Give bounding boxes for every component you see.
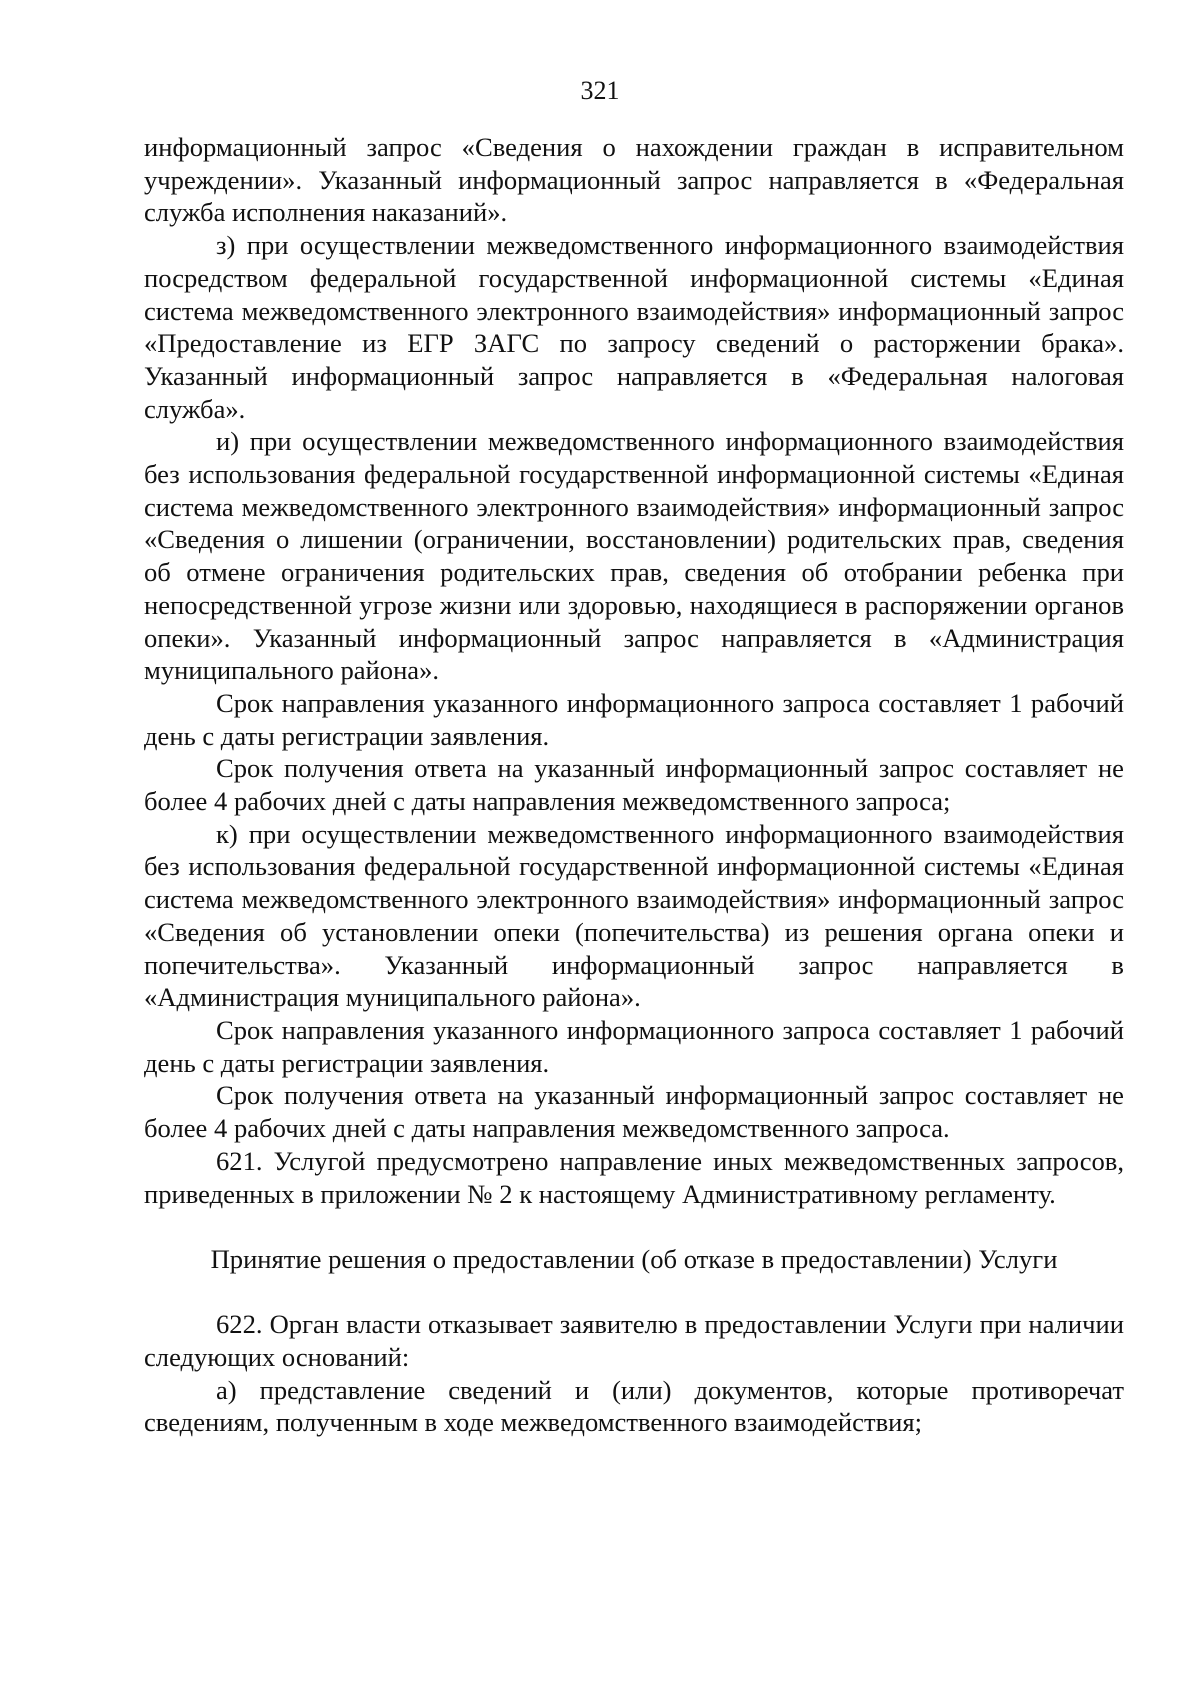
paragraph-item-i: и) при осуществлении межведомственного информационного взаимодействия без использования федеральной государственной информационной системы «Единая система межведомственного электронного взаимодействия» информационный запрос «Сведения о лишении (ограничении, восстановлении) родительских прав, сведения об отмене ограничения родительских прав, сведения об отобрании ребенка при непосредственной угрозе жизни или здоровью, находящиеся в распоряжении органов опеки». Указанный информационный запрос направляется в «Администрация муниципального района». — [144, 426, 1124, 686]
paragraph-622: 622. Орган власти отказывает заявителю в предоставлении Услуги при наличии следующих оснований: — [144, 1309, 1124, 1372]
paragraph-continuation: информационный запрос «Сведения о нахождении граждан в исправительном учреждении». Указанный информационный запрос направляется в «Федеральная служба исполнения наказаний». — [144, 132, 1124, 228]
paragraph-request-deadline: Срок направления указанного информационного запроса составляет 1 рабочий день с даты регистрации заявления. — [144, 1014, 1124, 1078]
paragraph-response-deadline: Срок получения ответа на указанный информационный запрос составляет не более 4 рабочих дней с даты направления межведомственного запроса; — [144, 753, 1124, 817]
page-number: 321 — [580, 76, 620, 105]
document-body — [144, 131, 1124, 1439]
paragraph-621: 621. Услугой предусмотрено направление иных межведомственных запросов, приведенных в приложении № 2 к настоящему Административному регламенту. — [144, 1145, 1124, 1209]
paragraph-item-a: а) представление сведений и (или) документов, которые противоречат сведениям, полученным в ходе межведомственного взаимодействия; — [144, 1374, 1124, 1438]
paragraph-response-deadline: Срок получения ответа на указанный информационный запрос составляет не более 4 рабочих дней с даты направления межведомственного запроса. — [144, 1080, 1124, 1144]
section-heading: Принятие решения о предоставлении (об отказе в предоставлении) Услуги — [210, 1243, 1058, 1274]
paragraph-item-k: к) при осуществлении межведомственного информационного взаимодействия без использования федеральной государственной информационной системы «Единая система межведомственного электронного взаимодействия» информационный запрос «Сведения об установлении опеки (попечительства) из решения органа опеки и попечительства». Указанный информационный запрос направляется в «Администрация муниципального района». — [144, 818, 1124, 1013]
paragraph-request-deadline: Срок направления указанного информационного запроса составляет 1 рабочий день с даты регистрации заявления. — [144, 687, 1124, 751]
paragraph-item-z: з) при осуществлении межведомственного информационного взаимодействия посредством федеральной государственной информационной системы «Единая система межведомственного электронного взаимодействия» информационный запрос «Предоставление из ЕГР ЗАГС по запросу сведений о расторжении брака». Указанный информационный запрос направляется в «Федеральная налоговая служба». — [144, 230, 1124, 424]
